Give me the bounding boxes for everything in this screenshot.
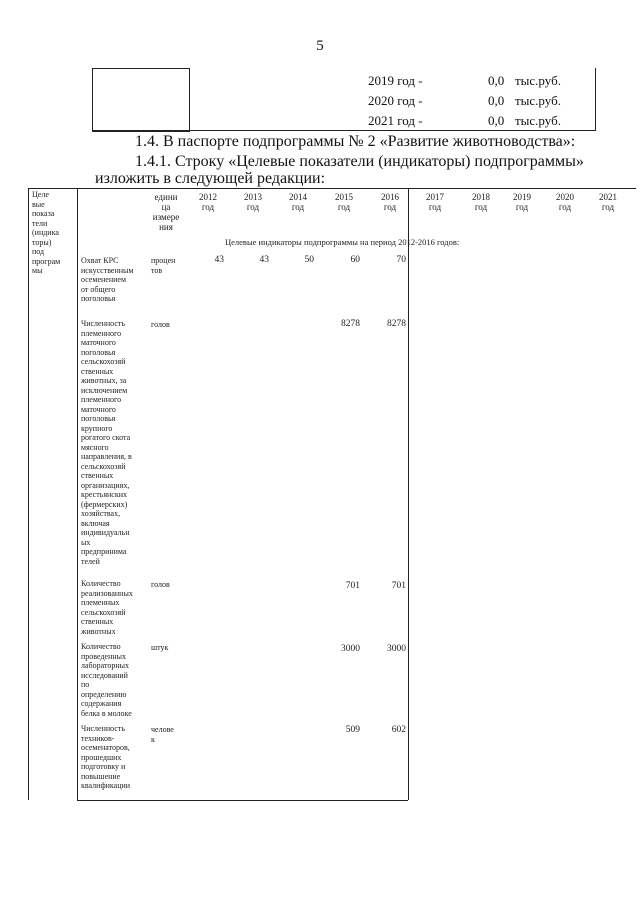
paragraph-1-4: 1.4. В паспорте подпрограммы № 2 «Развитие животноводства»: [135,133,576,150]
year-header: 2020 год [556,192,574,212]
value-2015: 509 [345,725,360,735]
paragraph-1-4-1: 1.4.1. Строку «Целевые показатели (индикаторы) подпрограммы» [135,153,584,170]
value-2015: 3000 [341,644,360,654]
table-column-divider [77,188,78,800]
indicator-name: Численность техников- осеменаторов, прошедших подготовку и повышение квалификации [81,724,131,790]
unit-header: едини ца измере ния [152,192,180,232]
value-2016: 602 [391,725,406,735]
year-header: 2016 год [381,192,399,212]
year-header: 2021 год [599,192,617,212]
value-2016: 3000 [387,644,406,654]
value-2014: 50 [304,255,314,265]
year-header: 2014 год [289,192,307,212]
funding-unit: тыс.руб. [515,113,561,128]
funding-unit: тыс.руб. [515,93,561,108]
year-header: 2012 год [199,192,217,212]
table-left-border [28,188,29,800]
indicator-unit: процен тов [151,256,176,275]
funding-year: 2019 год - [368,73,423,88]
indicator-name: Количество проведенных лабораторных исследований по определению содержания белка в молоке [81,642,132,718]
empty-box [92,68,190,132]
funding-amount: 0,0 [488,113,505,128]
year-header: 2015 год [335,192,353,212]
funding-year: 2021 год - [368,113,423,128]
funding-amount: 0,0 [488,93,505,108]
indicator-name: Охват КРС искусственным осеменением от общего поголовья [81,256,134,303]
indicator-unit: штук [151,643,169,652]
page-number: 5 [316,38,324,54]
value-2016: 701 [391,581,406,591]
value-2015: 701 [345,581,360,591]
value-2015: 8278 [341,319,360,329]
table-top-border [28,188,636,189]
indicator-unit: челове к [151,725,174,744]
value-2016: 8278 [387,319,406,329]
bottom-border [92,130,596,131]
paragraph-1-4-1-cont: изложить в следующей редакции: [95,170,326,187]
table-bottom-border [77,800,408,801]
year-header: 2013 год [244,192,262,212]
indicator-unit: голов [151,580,170,589]
period-caption: Целевые индикаторы подпрограммы на период 2012-2016 годов: [225,237,460,247]
year-header: 2019 год [513,192,531,212]
right-border [595,68,596,130]
year-header: 2017 год [426,192,444,212]
value-2015: 60 [350,255,360,265]
year-header: 2018 год [472,192,490,212]
indicator-unit: голов [151,320,170,329]
value-2013: 43 [259,255,269,265]
table-column-divider [408,188,409,800]
value-2016: 70 [396,255,406,265]
funding-amount: 0,0 [488,73,505,88]
value-2012: 43 [214,255,224,265]
indicator-name: Численность племенного маточного поголовья сельскохозяй ственных животных, за исключением племенного маточного поголовья крупного рогатого скота мясного направления, в сельскохозяй ственных организациях, крестьянских (фермерских) хозяйствах, включая индивидуальн ых предпринима телей [81,319,132,566]
funding-year: 2020 год - [368,93,423,108]
indicators-header: Целе вые показа тели (индика торы) под програм мы [32,190,61,275]
indicator-name: Количество реализованных племенных сельскохозяй ственных животных [81,579,133,636]
funding-unit: тыс.руб. [515,73,561,88]
